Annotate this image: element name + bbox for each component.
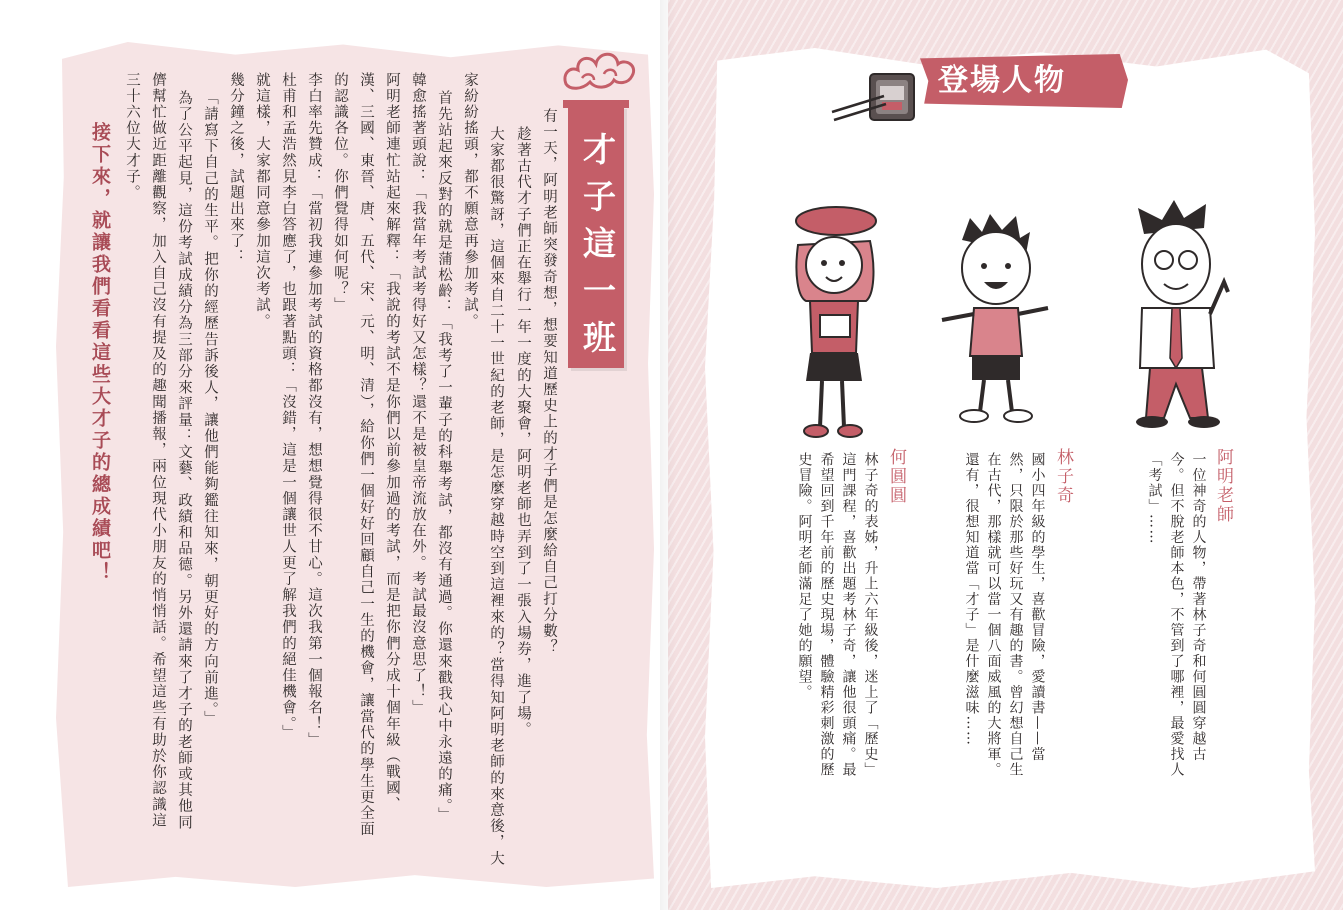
character-name: 林子奇	[1053, 448, 1073, 505]
body-column: 的認識各位。你們覺得如何呢？」	[332, 72, 348, 314]
body-column: 首先站起來反對的就是蒲松齡：「我考了一輩子的科舉考試，都沒有通過。你還來戳我心中永遠的痛。」	[436, 90, 452, 824]
girl-illustration	[780, 205, 884, 445]
book-gutter	[660, 0, 676, 910]
chapter-title: 才子這一班	[578, 132, 617, 367]
chapter-title-banner	[568, 106, 624, 368]
character-desc-line: 林子奇的表姊，升上六年級後，迷上了「歷史」	[862, 452, 879, 778]
body-column: 趁著古代才子們正在舉行一年一度的大聚會，阿明老師也弄到了一張入場券，進了場。	[515, 126, 531, 738]
body-column: 大家都很驚訝，這個來自二十一世紀的老師，是怎麼穿越時空到這裡來的？當得知阿明老師的來意後，大	[488, 126, 504, 867]
closing-line: 接下來，就讓我們看看這些大才子的總成績吧！	[89, 122, 111, 584]
body-column: 儕幫忙做近距離觀察，加入自己沒有提及的趣聞播報，兩位現代小朋友的悄悄話。希望這些有助於你認識這	[150, 72, 166, 829]
body-column: 有一天，阿明老師突發奇想，想要知道歷史上的才子們是怎麼給自己打分數？	[541, 108, 557, 656]
body-column: 「請寫下自己的生平。把你的經歷告訴後人，讓他們能夠鑑往知來，朝更好的方向前進。」	[202, 90, 218, 727]
character-name: 阿明老師	[1213, 448, 1233, 524]
right-page-heading: 登場人物	[938, 63, 1066, 98]
body-column: 阿明老師連忙站起來解釋：「我說的考試不是你們以前參加過的考試，而是把你們分成十個年級（戰國、	[384, 72, 400, 813]
cloud-ornament-icon	[560, 44, 640, 94]
character-desc-line: 史冒險。阿明老師滿足了她的願望。	[796, 452, 813, 700]
character-desc-line: 然，只限於那些好玩又有趣的書。曾幻想自己生	[1007, 452, 1024, 778]
banner-top-cap	[563, 100, 629, 108]
body-column: 李白率先贊成：「當初我連參加考試的資格都沒有，想想覺得很不甘心。這次我第一個報名！」	[306, 72, 322, 749]
body-column: 杜甫和孟浩然見李白答應了，也跟著點頭：「沒錯，這是一個讓世人更了解我們的絕佳機會。」	[280, 72, 296, 741]
body-column: 漢、三國、東晉、唐、五代、宋、元、明、清），給你們一個好好回顧自己一生的機會，讓當代的學生更全面	[358, 72, 374, 838]
body-column: 家紛紛搖頭，都不願意再參加考試。	[462, 72, 478, 330]
character-desc-line: 國小四年級的學生，喜歡冒險，愛讀書——當	[1029, 452, 1046, 762]
body-column: 就這樣，大家都同意參加這次考試。	[254, 72, 270, 330]
character-name: 何圓圓	[886, 448, 906, 505]
clapper-camera-icon	[828, 66, 928, 130]
body-column: 韓愈搖著頭說：「我當年考試考得好又怎樣？還不是被皇帝流放在外。考試最沒意思了！」	[410, 72, 426, 716]
character-desc-line: 今。但不脫老師本色，不管到了哪裡，最愛找人	[1168, 452, 1185, 778]
body-column: 幾分鐘之後，試題出來了：	[228, 72, 244, 266]
body-column: 為了公平起見，這份考試成績分為三部分來評量：文藝、政績和品德。另外還請來了才子的老師或其他同	[176, 90, 192, 831]
teacher-illustration	[1118, 198, 1238, 430]
character-desc-line: 在古代，那樣就可以當一個八面威風的大將軍。	[985, 452, 1002, 778]
character-desc-line: 希望回到千年前的歷史現場，體驗精彩刺激的歷	[818, 452, 835, 778]
body-column: 三十六位大才子。	[124, 72, 140, 201]
character-desc-line: 這門課程，喜歡出題考林子奇，讓他很頭痛。最	[840, 452, 857, 778]
boy-illustration	[930, 210, 1060, 430]
character-desc-line: 一位神奇的人物，帶著林子奇和何圓圓穿越古	[1190, 452, 1207, 762]
character-desc-line: 還有，很想知道當「才子」是什麼滋味……	[963, 452, 980, 747]
character-desc-line: 「考試」……	[1146, 452, 1163, 545]
